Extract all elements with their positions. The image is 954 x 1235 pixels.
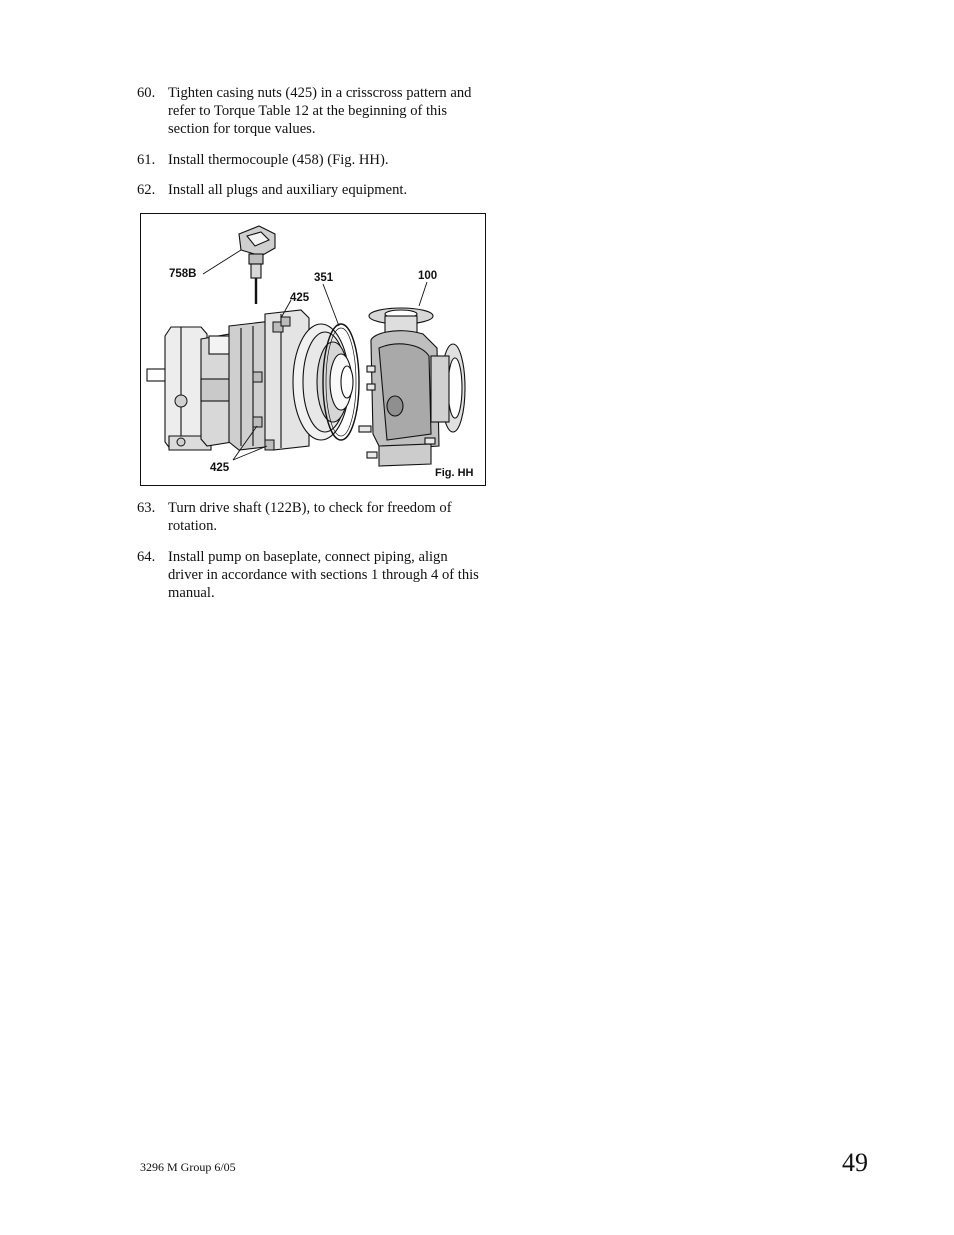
callout-100: 100 [418, 270, 438, 282]
step-text: Install thermocouple (458) (Fig. HH). [168, 152, 389, 168]
callout-351: 351 [314, 272, 334, 284]
step-text: Turn drive shaft (122B), to check for freedom of rotation. [168, 500, 452, 534]
step-number: 63. [137, 500, 156, 516]
step-63 [137, 499, 482, 535]
step-number: 62. [137, 182, 156, 198]
step-number: 61. [137, 152, 156, 168]
figure-hh [140, 213, 486, 486]
callout-758b: 758B [169, 268, 197, 280]
step-text: Install pump on baseplate, connect piping, align driver in accordance with sections 1 through 4 of this manual. [168, 549, 479, 601]
callout-425-upper: 425 [290, 292, 310, 304]
leader-758b [203, 250, 241, 274]
casing [359, 308, 465, 466]
callout-425-lower: 425 [210, 462, 230, 474]
step-62 [137, 181, 482, 199]
footer-doc-id: 3296 M Group 6/05 [140, 1160, 236, 1174]
bearing-frame [147, 310, 353, 450]
step-text: Tighten casing nuts (425) in a crisscross pattern and refer to Torque Table 12 at the beginning of this section for torque values. [168, 85, 472, 137]
step-64 [137, 548, 482, 602]
figure-caption: Fig. HH [435, 467, 474, 479]
leader-100 [419, 282, 427, 306]
pump-exploded-illustration [141, 214, 485, 485]
step-number: 64. [137, 549, 156, 565]
step-61 [137, 151, 482, 169]
step-text: Install all plugs and auxiliary equipment. [168, 182, 408, 198]
step-60 [137, 84, 482, 138]
thermocouple [239, 226, 275, 304]
leader-351 [323, 284, 339, 326]
step-number: 60. [137, 85, 156, 101]
page-number: 49 [842, 1148, 868, 1177]
